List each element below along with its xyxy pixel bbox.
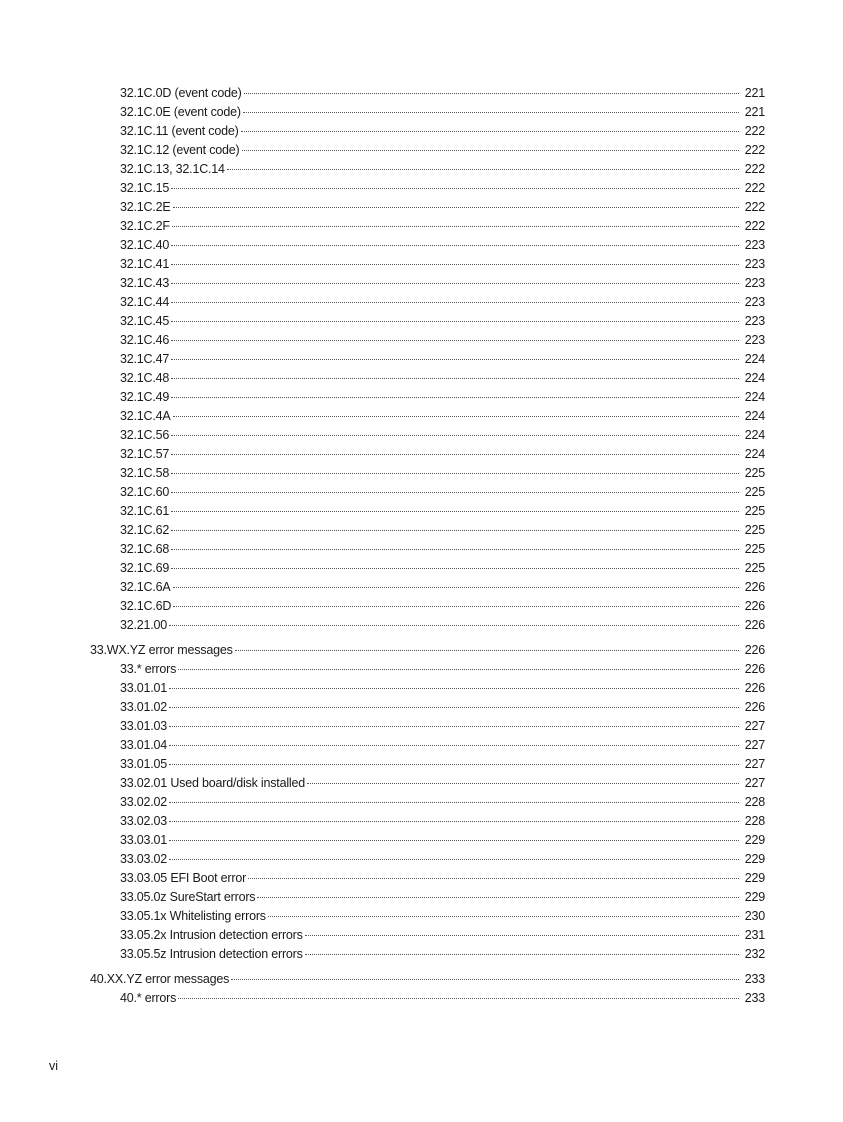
toc-entry-page-number: 222: [744, 181, 765, 195]
toc-entry[interactable]: [0, 578, 843, 597]
toc-entry-label: 32.1C.45: [120, 314, 170, 328]
page-number: vi: [49, 1059, 59, 1073]
dot-leader: [171, 339, 739, 341]
dot-leader: [171, 244, 739, 246]
toc-entry-page-number: 223: [744, 314, 765, 328]
toc-entry-label: 32.1C.49: [120, 390, 170, 404]
toc-entry-page-number: 224: [744, 428, 765, 442]
dot-leader: [227, 168, 739, 170]
toc-section-entry[interactable]: [0, 970, 843, 989]
toc-entry-page-number: 233: [744, 972, 765, 986]
toc-entry-page-number: 225: [744, 504, 765, 518]
toc-entry-label: 32.1C.56: [120, 428, 170, 442]
toc-entry-page-number: 223: [744, 238, 765, 252]
dot-leader: [242, 149, 740, 151]
toc-entry[interactable]: [0, 426, 843, 445]
toc-entry[interactable]: [0, 84, 843, 103]
toc-entry[interactable]: [0, 755, 843, 774]
toc-entry-label: 33.05.5z Intrusion detection errors: [120, 947, 303, 961]
toc-entry-page-number: 224: [744, 371, 765, 385]
toc-entry[interactable]: [0, 502, 843, 521]
toc-entry-page-number: 226: [744, 662, 765, 676]
toc-entry-label: 33.02.02: [120, 795, 168, 809]
toc-entry[interactable]: [0, 907, 843, 926]
toc-entry-label: 32.1C.11 (event code): [120, 124, 239, 138]
toc-entry-label: 40.* errors: [120, 991, 177, 1005]
toc-entry-label: 32.1C.13, 32.1C.14: [120, 162, 225, 176]
toc-entry-page-number: 221: [744, 105, 765, 119]
toc-entry-page-number: 229: [744, 852, 765, 866]
toc-entry[interactable]: [0, 812, 843, 831]
toc-entry-label: 33.03.01: [120, 833, 168, 847]
toc-entry-label: 32.1C.68: [120, 542, 170, 556]
dot-leader: [169, 744, 739, 746]
dot-leader: [171, 472, 739, 474]
toc-entry[interactable]: [0, 869, 843, 888]
dot-leader: [257, 896, 739, 898]
toc-entry-page-number: 226: [744, 618, 765, 632]
toc-entry-label: 33.01.01: [120, 681, 168, 695]
toc-entry-label: 33.03.05 EFI Boot error: [120, 871, 247, 885]
dot-leader: [171, 377, 739, 379]
toc-entry[interactable]: [0, 445, 843, 464]
toc-entry-page-number: 225: [744, 466, 765, 480]
toc-entry-label: 32.1C.62: [120, 523, 170, 537]
toc-entry[interactable]: [0, 660, 843, 679]
dot-leader: [171, 263, 739, 265]
toc-entry-label: 32.1C.43: [120, 276, 170, 290]
dot-leader: [171, 301, 739, 303]
dot-leader: [178, 997, 739, 999]
dot-leader: [171, 548, 739, 550]
toc-entry-page-number: 225: [744, 523, 765, 537]
dot-leader: [171, 491, 739, 493]
dot-leader: [173, 206, 739, 208]
toc-entry-page-number: 225: [744, 485, 765, 499]
toc-entry-label: 32.1C.15: [120, 181, 170, 195]
toc-entry-label: 32.1C.46: [120, 333, 170, 347]
toc-entry[interactable]: [0, 103, 843, 122]
dot-leader: [305, 953, 739, 955]
dot-leader: [244, 92, 739, 94]
toc-entry[interactable]: [0, 198, 843, 217]
toc-entry-label: 32.1C.0E (event code): [120, 105, 241, 119]
toc-entry-label: 33.05.1x Whitelisting errors: [120, 909, 266, 923]
dot-leader: [171, 358, 739, 360]
toc-entry-label: 32.1C.48: [120, 371, 170, 385]
toc-entry[interactable]: [0, 717, 843, 736]
toc-entry-page-number: 225: [744, 561, 765, 575]
toc-entry-page-number: 222: [744, 124, 765, 138]
toc-entry-page-number: 226: [744, 700, 765, 714]
toc-entry[interactable]: [0, 774, 843, 793]
toc-entry-page-number: 229: [744, 890, 765, 904]
toc-entry-page-number: 233: [744, 991, 765, 1005]
dot-leader: [268, 915, 739, 917]
dot-leader: [235, 649, 739, 651]
dot-leader: [171, 567, 739, 569]
dot-leader: [307, 782, 739, 784]
toc-entry[interactable]: [0, 483, 843, 502]
toc-entry-page-number: 229: [744, 871, 765, 885]
toc-entry-page-number: 224: [744, 409, 765, 423]
toc-entry-label: 33.02.03: [120, 814, 168, 828]
toc-entry[interactable]: [0, 122, 843, 141]
toc-entry-label: 33.05.2x Intrusion detection errors: [120, 928, 303, 942]
toc-entry-page-number: 222: [744, 162, 765, 176]
dot-leader: [171, 529, 739, 531]
toc-entry-page-number: 228: [744, 814, 765, 828]
toc-entry-page-number: 225: [744, 542, 765, 556]
toc-entry[interactable]: [0, 388, 843, 407]
toc-entry[interactable]: [0, 293, 843, 312]
toc-section-entry[interactable]: [0, 641, 843, 660]
toc-entry-label: 32.1C.57: [120, 447, 170, 461]
toc-entry-page-number: 227: [744, 738, 765, 752]
dot-leader: [171, 282, 739, 284]
dot-leader: [169, 801, 739, 803]
toc-entry[interactable]: [0, 831, 843, 850]
dot-leader: [169, 820, 739, 822]
toc-entry-page-number: 227: [744, 719, 765, 733]
toc-entry-label: 33.01.05: [120, 757, 168, 771]
toc-entry[interactable]: [0, 369, 843, 388]
toc-entry-label: 33.01.02: [120, 700, 168, 714]
toc-entry[interactable]: [0, 793, 843, 812]
toc-entry-label: 32.21.00: [120, 618, 168, 632]
dot-leader: [172, 225, 739, 227]
toc-entry-page-number: 231: [744, 928, 765, 942]
toc-entry-label: 32.1C.69: [120, 561, 170, 575]
toc-entry[interactable]: [0, 464, 843, 483]
toc-entry[interactable]: [0, 989, 843, 1008]
toc-entry-label: 32.1C.6A: [120, 580, 171, 594]
toc-entry-page-number: 223: [744, 333, 765, 347]
toc-entry-page-number: 224: [744, 447, 765, 461]
dot-leader: [171, 434, 739, 436]
toc-entry-label: 33.WX.YZ error messages: [90, 643, 233, 657]
toc-entry[interactable]: [0, 888, 843, 907]
dot-leader: [171, 453, 739, 455]
toc-entry-label: 32.1C.0D (event code): [120, 86, 242, 100]
toc-entry[interactable]: [0, 736, 843, 755]
dot-leader: [169, 687, 739, 689]
toc-entry-page-number: 226: [744, 643, 765, 657]
toc-entry-page-number: 226: [744, 599, 765, 613]
toc-entry-label: 33.05.0z SureStart errors: [120, 890, 256, 904]
toc-entry-label: 32.1C.60: [120, 485, 170, 499]
dot-leader: [173, 586, 739, 588]
toc-entry-label: 33.02.01 Used board/disk installed: [120, 776, 305, 790]
toc-entry-page-number: 227: [744, 776, 765, 790]
dot-leader: [171, 320, 739, 322]
toc-entry-page-number: 232: [744, 947, 765, 961]
toc-entry-label: 33.03.02: [120, 852, 168, 866]
toc-entry-page-number: 228: [744, 795, 765, 809]
toc-entry-label: 32.1C.58: [120, 466, 170, 480]
toc-entry[interactable]: [0, 350, 843, 369]
toc-entry-label: 32.1C.12 (event code): [120, 143, 240, 157]
toc-entry-page-number: 223: [744, 295, 765, 309]
toc-entry-page-number: 229: [744, 833, 765, 847]
toc-entry[interactable]: [0, 679, 843, 698]
dot-leader: [173, 415, 739, 417]
toc-entry[interactable]: [0, 698, 843, 717]
toc-entry-page-number: 224: [744, 352, 765, 366]
dot-leader: [178, 668, 739, 670]
dot-leader: [231, 978, 739, 980]
toc-entry-page-number: 223: [744, 257, 765, 271]
toc-entry-page-number: 224: [744, 390, 765, 404]
toc-entry[interactable]: [0, 312, 843, 331]
toc-entry-label: 32.1C.41: [120, 257, 170, 271]
toc-entry-label: 32.1C.61: [120, 504, 170, 518]
dot-leader: [169, 763, 739, 765]
toc-entry-page-number: 222: [744, 219, 765, 233]
toc-entry-label: 33.* errors: [120, 662, 177, 676]
toc-entry[interactable]: [0, 236, 843, 255]
toc-entry-label: 32.1C.2E: [120, 200, 171, 214]
toc-entry-label: 32.1C.6D: [120, 599, 172, 613]
toc-entry[interactable]: [0, 217, 843, 236]
toc-entry[interactable]: [0, 945, 843, 964]
dot-leader: [248, 877, 739, 879]
toc-entry-page-number: 230: [744, 909, 765, 923]
toc-entry-page-number: 221: [744, 86, 765, 100]
toc-entry-page-number: 223: [744, 276, 765, 290]
toc-entry[interactable]: [0, 597, 843, 616]
table-of-contents: [0, 84, 843, 1008]
toc-entry-label: 32.1C.47: [120, 352, 170, 366]
toc-entry[interactable]: [0, 160, 843, 179]
dot-leader: [171, 396, 739, 398]
toc-entry[interactable]: [0, 559, 843, 578]
toc-entry[interactable]: [0, 255, 843, 274]
toc-entry-page-number: 222: [744, 143, 765, 157]
dot-leader: [171, 187, 739, 189]
dot-leader: [169, 624, 739, 626]
toc-entry-label: 32.1C.4A: [120, 409, 171, 423]
dot-leader: [169, 839, 739, 841]
toc-entry[interactable]: [0, 179, 843, 198]
toc-entry-page-number: 226: [744, 580, 765, 594]
toc-entry-label: 33.01.04: [120, 738, 168, 752]
dot-leader: [169, 706, 739, 708]
toc-entry[interactable]: [0, 331, 843, 350]
dot-leader: [169, 725, 739, 727]
toc-entry-label: 32.1C.40: [120, 238, 170, 252]
dot-leader: [171, 510, 739, 512]
toc-entry-label: 33.01.03: [120, 719, 168, 733]
toc-entry[interactable]: [0, 850, 843, 869]
toc-entry-label: 32.1C.2F: [120, 219, 170, 233]
toc-entry-page-number: 222: [744, 200, 765, 214]
toc-entry[interactable]: [0, 540, 843, 559]
dot-leader: [169, 858, 739, 860]
dot-leader: [173, 605, 739, 607]
toc-entry[interactable]: [0, 274, 843, 293]
toc-entry-page-number: 227: [744, 757, 765, 771]
dot-leader: [305, 934, 739, 936]
toc-entry-label: 40.XX.YZ error messages: [90, 972, 230, 986]
toc-entry[interactable]: [0, 407, 843, 426]
toc-entry[interactable]: [0, 141, 843, 160]
toc-entry[interactable]: [0, 616, 843, 635]
toc-entry-page-number: 226: [744, 681, 765, 695]
toc-entry-label: 32.1C.44: [120, 295, 170, 309]
toc-entry[interactable]: [0, 521, 843, 540]
dot-leader: [241, 130, 739, 132]
toc-entry[interactable]: [0, 926, 843, 945]
dot-leader: [243, 111, 739, 113]
